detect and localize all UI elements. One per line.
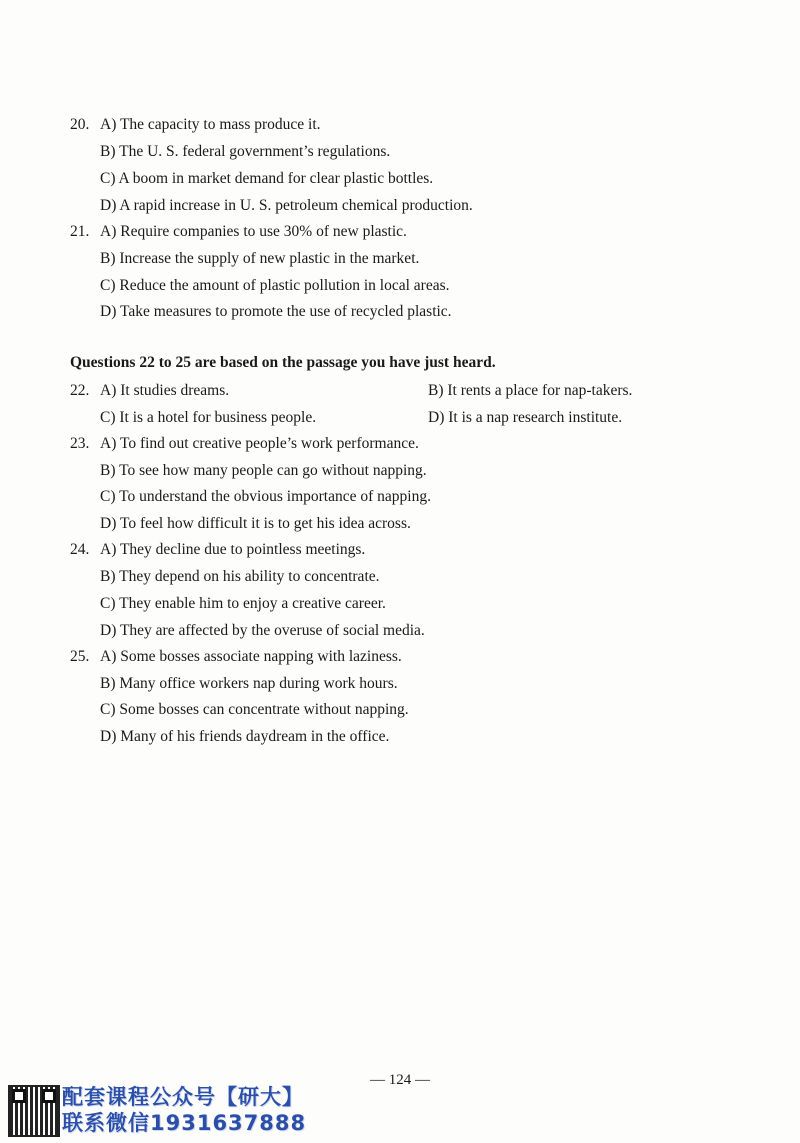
option-text: B) Many office workers nap during work hours. [100,675,398,692]
question-number: 21. [70,223,90,240]
option-text: B) The U. S. federal government’s regulations. [100,143,391,160]
option-a: A) The capacity to mass produce it. [100,116,321,133]
option-c: C) It is a hotel for business people. [100,409,317,426]
option-text: C) Some bosses can concentrate without napping. [100,701,409,718]
option-text: C) Reduce the amount of plastic pollution in local areas. [100,277,450,294]
watermark [62,1084,306,1136]
question-number: 25. [70,648,90,665]
option-a: A) They decline due to pointless meetings. [100,541,366,558]
question-number: 20. [70,116,90,133]
option-a: A) Require companies to use 30% of new plastic. [100,223,407,240]
watermark-line-1: 配套课程公众号【研大】 [62,1085,304,1109]
option-text: B) To see how many people can go without napping. [100,462,427,479]
option-text: C) They enable him to enjoy a creative career. [100,595,386,612]
option-a: A) Some bosses associate napping with laziness. [100,648,402,665]
option-text: D) Take measures to promote the use of recycled plastic. [100,303,452,320]
option-a: A) It studies dreams. [100,382,230,399]
option-d: D) It is a nap research institute. [428,409,623,426]
page-number: — 124 — [370,1072,430,1088]
qr-code-icon [8,1085,60,1137]
watermark-line-2: 联系微信1931637888 [62,1111,307,1135]
option-text: C) A boom in market demand for clear plastic bottles. [100,170,434,187]
option-a: A) To find out creative people’s work performance. [100,435,419,452]
question-number: 22. [70,382,90,399]
question-number: 24. [70,541,90,558]
option-text: D) They are affected by the overuse of social media. [100,622,425,639]
question-number: 23. [70,435,90,452]
section-heading: Questions 22 to 25 are based on the passage you have just heard. [70,354,496,371]
option-text: B) They depend on his ability to concentrate. [100,568,380,585]
option-b: B) It rents a place for nap-takers. [428,382,633,399]
option-text: D) A rapid increase in U. S. petroleum chemical production. [100,197,473,214]
option-text: B) Increase the supply of new plastic in the market. [100,250,420,267]
option-text: D) To feel how difficult it is to get his idea across. [100,515,411,532]
option-text: C) To understand the obvious importance of napping. [100,488,431,505]
option-text: D) Many of his friends daydream in the office. [100,728,390,745]
